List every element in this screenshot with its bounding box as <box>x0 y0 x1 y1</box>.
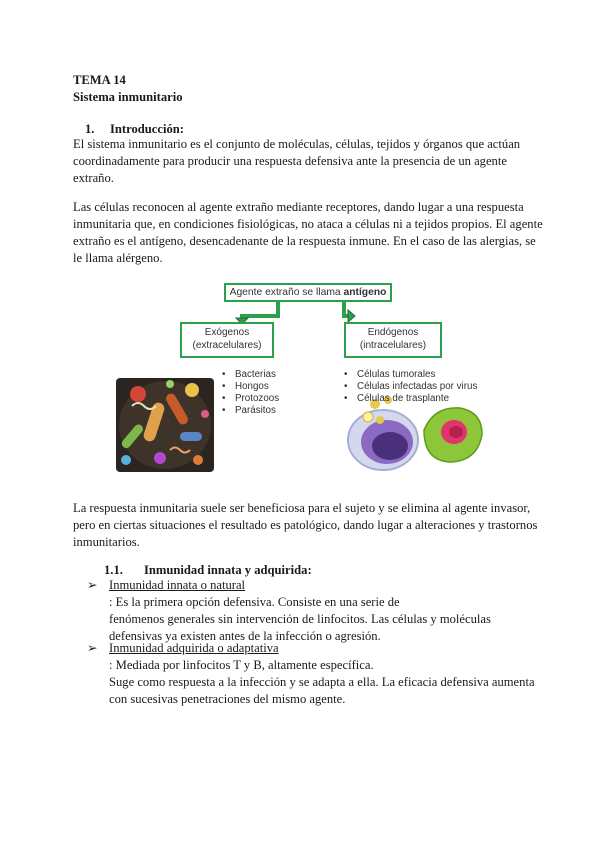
text-line <box>109 640 535 674</box>
text-line: extraño. <box>73 171 114 185</box>
intro-paragraph-1 <box>73 136 533 187</box>
arrow-bullet-icon: ➢ <box>87 641 98 655</box>
endogenous-title: Endógenos <box>367 327 419 338</box>
text-line <box>109 577 491 611</box>
bullet-icon: • <box>222 405 226 416</box>
subsection-heading-inmunidad <box>104 563 312 578</box>
intro-paragraph-2 <box>73 199 543 267</box>
text-line: inmunitaria que, en condiciones fisiológicas, no ataca a células ni a tejidos propios. El agente <box>73 217 543 231</box>
list-item <box>344 393 477 405</box>
list-item-label: Células tumorales <box>357 369 436 380</box>
antigen-box-keyword: antígeno <box>343 287 387 298</box>
bullet-icon: • <box>222 381 226 392</box>
bullet-icon: • <box>344 381 348 392</box>
subsection-title: Inmunidad innata y adquirida: <box>144 563 312 577</box>
text-line: Las células reconocen al agente extraño mediante receptores, dando lugar a una respuesta <box>73 200 524 214</box>
text-line: fenómenos generales sin intervención de linfocitos. Las células y moléculas <box>109 612 491 626</box>
response-paragraph <box>73 500 538 551</box>
list-item <box>222 393 279 405</box>
text-line: La respuesta inmunitaria suele ser beneficiosa para el sujeto y se elimina al agente invasor, <box>73 501 531 515</box>
antigen-diagram <box>110 282 530 482</box>
connector-arrows <box>236 302 355 324</box>
bullet-icon: • <box>344 369 348 380</box>
text-line: Suge como respuesta a la infección y se adapta a ella. La eficacia defensiva aumenta <box>109 675 535 689</box>
list-item <box>222 369 279 381</box>
text-line: coordinadamente para producir una respuesta defensiva ante la presencia de un agente <box>73 154 507 168</box>
list-item <box>222 405 279 417</box>
list-item <box>222 381 279 393</box>
list-item-label: Células infectadas por virus <box>357 381 478 392</box>
arrow-bullet-icon: ➢ <box>87 578 98 592</box>
endogenous-box <box>344 322 442 358</box>
text-line: con sucesivas penetraciones del mismo agente. <box>109 692 346 706</box>
term-innate: Inmunidad innata o natural <box>109 578 246 592</box>
text-fragment: : Es la primera opción defensiva. Consiste en una serie de <box>109 595 400 609</box>
tumor-cell-illustration <box>348 396 418 470</box>
exogenous-box <box>180 322 274 358</box>
list-item-label: Células de trasplante <box>357 393 450 404</box>
text-line: inmunitarios. <box>73 535 140 549</box>
list-item-label: Bacterias <box>235 369 276 380</box>
section-heading-introduccion <box>85 122 184 137</box>
text-line: le llama alérgeno. <box>73 251 163 265</box>
endogenous-list <box>344 369 477 405</box>
bacteria-illustration <box>116 378 214 472</box>
term-adaptive: Inmunidad adquirida o adaptativa <box>109 641 279 655</box>
topic-title: TEMA 14 <box>73 73 126 87</box>
antigen-box <box>224 283 392 302</box>
list-item <box>344 369 477 381</box>
section-title: Introducción: <box>110 122 184 136</box>
topic-subtitle: Sistema inmunitario <box>73 90 183 104</box>
list-item <box>344 381 477 393</box>
text-fragment: : Mediada por linfocitos T y B, altamente específica. <box>109 658 374 672</box>
antigen-box-label: Agente extraño se llama <box>229 287 341 298</box>
bullet-icon: • <box>344 393 348 404</box>
text-line: El sistema inmunitario es el conjunto de moléculas, células, tejidos y órganos que actúan <box>73 137 521 151</box>
subsection-number: 1.1. <box>104 563 123 577</box>
exogenous-subtitle: (extracelulares) <box>192 340 262 351</box>
infected-cell-illustration <box>424 408 482 462</box>
text-line: defensivas ya existen antes de la infección o agresión. <box>109 629 381 643</box>
text-line: pero en ciertas situaciones el resultado es patológico, dando lugar a alteraciones y trastornos <box>73 518 538 532</box>
bullet-icon: • <box>222 393 226 404</box>
list-item-label: Hongos <box>235 381 269 392</box>
bullet-icon: • <box>222 369 226 380</box>
exogenous-list <box>222 369 279 417</box>
list-item-label: Protozoos <box>235 393 280 404</box>
section-number: 1. <box>85 122 95 136</box>
list-item-label: Parásitos <box>235 405 276 416</box>
endogenous-subtitle: (intracelulares) <box>359 340 427 351</box>
text-line: extraño es el antígeno, desencadenante de la respuesta inmune. En el caso de las alergias, se <box>73 234 536 248</box>
exogenous-title: Exógenos <box>204 327 250 338</box>
